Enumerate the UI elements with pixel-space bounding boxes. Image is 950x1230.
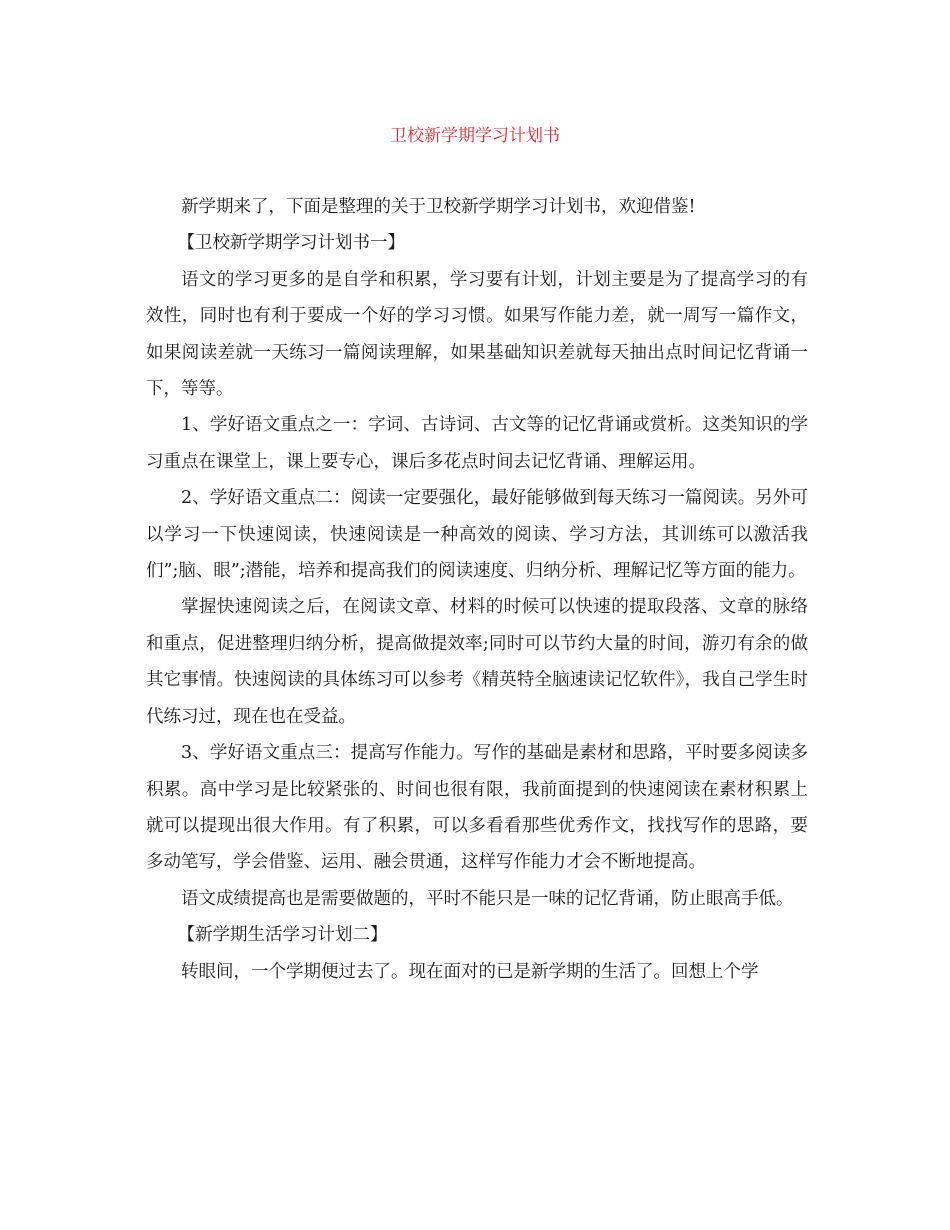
body-paragraph: 掌握快速阅读之后，在阅读文章、材料的时候可以快速的提取段落、文章的脉络和重点，促进整理归纳分析，提高做提效率;同时可以节约大量的时间，游刃有余的做其它事情。快速阅读的具体练习可以参考《精英特全脑速读记忆软件》，我自己学生时代练习过，现在也在受益。 [146,597,808,727]
body-paragraph: 语文的学习更多的是自学和积累，学习要有计划，计划主要是为了提高学习的有效性，同时也有利于要成一个好的学习习惯。如果写作能力差，就一周写一篇作文，如果阅读差就一天练习一篇阅读理解，如果基础知识差就每天抽出点时间记忆背诵一下，等等。 [146,269,808,400]
document-body [146,189,808,990]
body-paragraph: 转眼间，一个学期便过去了。现在面对的已是新学期的生活了。回想上个学 [181,961,759,982]
body-paragraph: 语文成绩提高也是需要做题的，平时不能只是一味的记忆背诵，防止眼高手低。 [181,888,794,909]
body-paragraph: 3、学好语文重点三：提高写作能力。写作的基础是素材和思路，平时要多阅读多积累。高中学习是比较紧张的、时间也很有限，我前面提到的快速阅读在素材积累上就可以提现出很大作用。有了积累，可以多看看那些优秀作文，找找写作的思路，要多动笔写，学会借鉴、运用、融会贯通，这样写作能力才会不断地提高。 [146,743,808,873]
body-paragraph: 2、学好语文重点二：阅读一定要强化，最好能够做到每天练习一篇阅读。另外可以学习一下快速阅读，快速阅读是一种高效的阅读、学习方法，其训练可以激活我们”;脑、眼”;潜能，培养和提高我们的阅读速度、归纳分析、理解记忆等方面的能力。 [146,488,808,582]
section-heading-2: 【新学期生活学习计划二】 [177,925,388,946]
intro-paragraph: 新学期来了，下面是整理的关于卫校新学期学习计划书，欢迎借鉴! [181,197,696,217]
body-paragraph: 1、学好语文重点之一：字词、古诗词、古文等的记忆背诵或赏析。这类知识的学习重点在课堂上，课上要专心，课后多花点时间去记忆背诵、理解运用。 [146,415,808,472]
section-heading-1: 【卫校新学期学习计划书一】 [177,233,405,254]
document-title: 卫校新学期学习计划书 [390,126,560,146]
